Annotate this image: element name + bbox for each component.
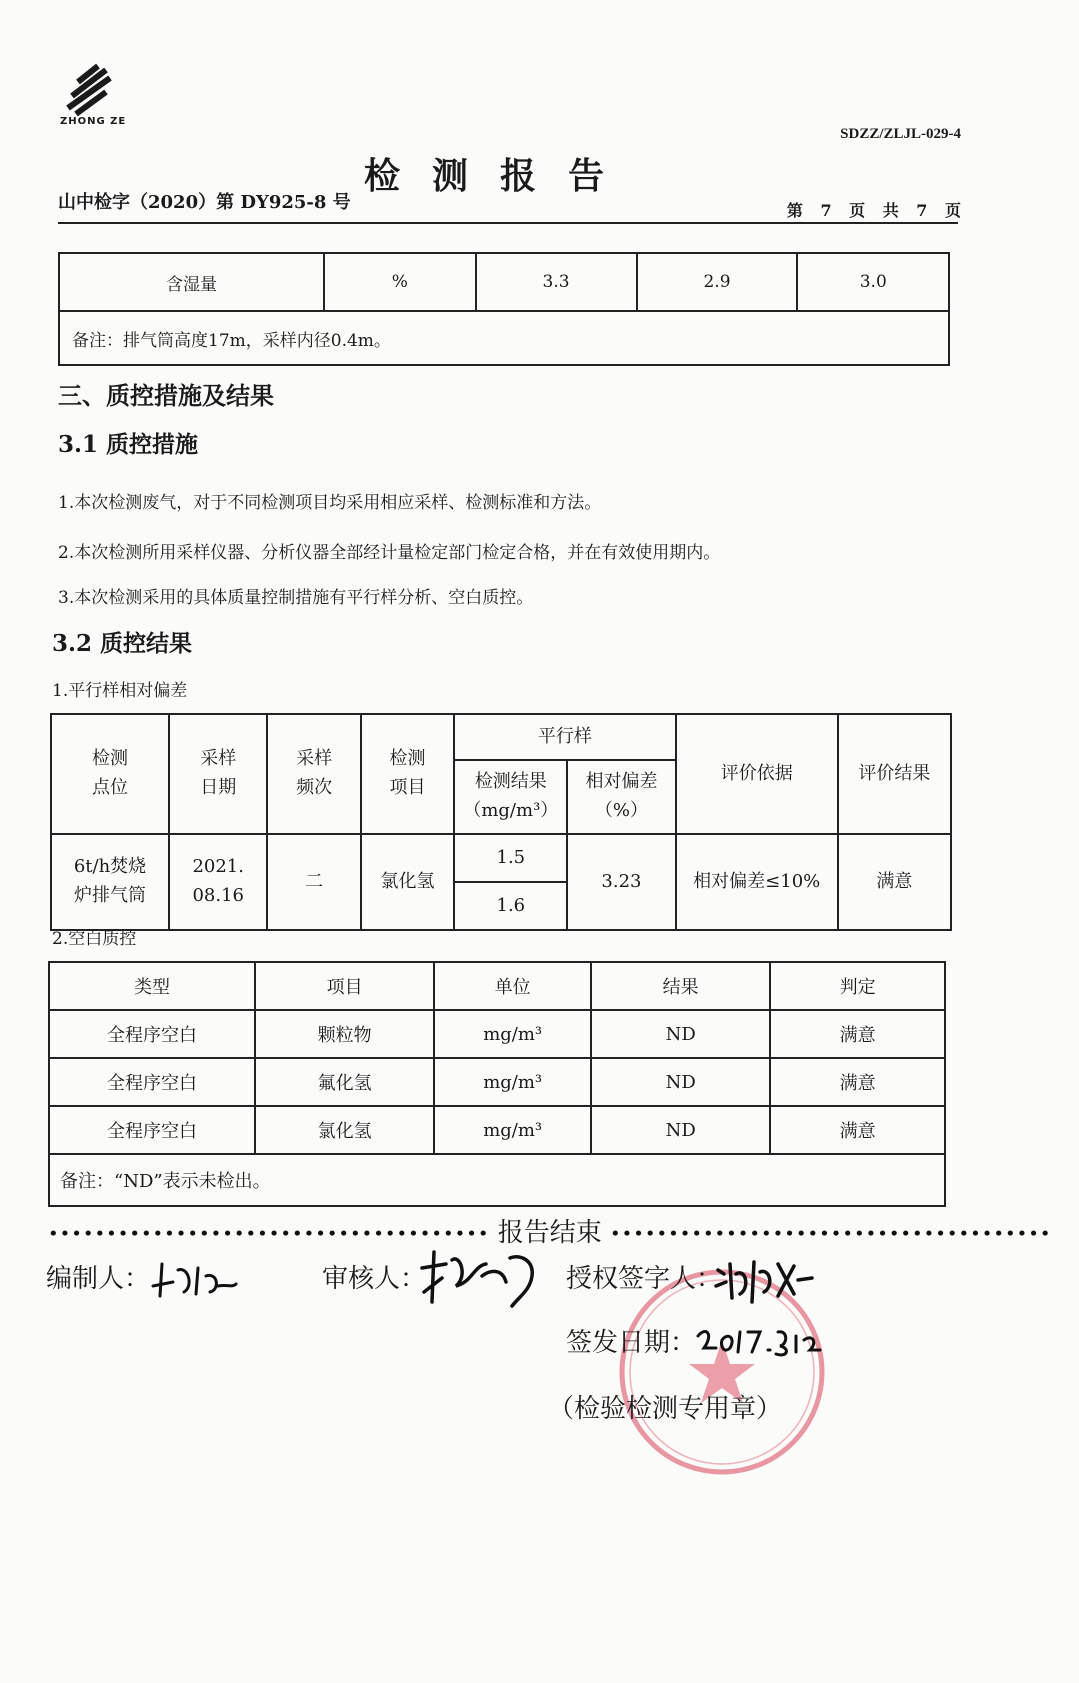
table-cell: 氯化氢 (255, 1106, 434, 1154)
table-row (49, 1058, 945, 1106)
header-cell: 项目 (255, 962, 434, 1010)
table-cell: mg/m³ (434, 1010, 591, 1058)
header-cell: 结果 (591, 962, 770, 1010)
table-cell: 全程序空白 (49, 1010, 255, 1058)
dotted-rule: •••••••••••••••••••••••••••••••••••••• (610, 1223, 1052, 1245)
header-cell: 检测结果 （mg/m³） (454, 760, 567, 834)
reviewer-label: 审核人： (322, 1264, 427, 1294)
header-cell: 检测 项目 (361, 714, 454, 834)
date-label: 签发日期： (566, 1328, 697, 1358)
header-cell: 评价结果 (838, 714, 951, 834)
date-signature-icon (694, 1322, 822, 1362)
report-end-text: 报告结束 (497, 1218, 602, 1248)
table-note: 备注：排气筒高度17m，采样内径0.4m。 (59, 311, 949, 365)
reviewer-block (322, 1258, 426, 1295)
compiler-block (46, 1258, 150, 1295)
document-code: SDZZ/ZLJL-029-4 (840, 126, 961, 142)
table-cell: 3.0 (797, 253, 949, 311)
table-cell: ND (591, 1010, 770, 1058)
table-cell: 2021. 08.16 (169, 834, 267, 930)
table-cell: 全程序空白 (49, 1106, 255, 1154)
blank-qc-table (48, 961, 946, 1207)
compiler-signature-icon (148, 1256, 238, 1302)
moisture-table (58, 252, 950, 366)
table-caption: 2.空白质控 (52, 929, 137, 949)
table-row (49, 1010, 945, 1058)
table-row (59, 253, 949, 311)
signer-block (566, 1258, 722, 1295)
qc-item: 3.本次检测采用的具体质量控制措施有平行样分析、空白质控。 (58, 588, 534, 608)
table-cell: 满意 (770, 1010, 945, 1058)
table-cell: 3.23 (567, 834, 675, 930)
table-cell: 氯化氢 (361, 834, 454, 930)
logo-text: ZHONG ZE (60, 116, 127, 127)
subsection-heading: 3.2 质控结果 (52, 630, 193, 657)
table-cell: mg/m³ (434, 1058, 591, 1106)
header-cell: 类型 (49, 962, 255, 1010)
subsection-heading: 3.1 质控措施 (58, 431, 199, 458)
table-note: 备注：“ND”表示未检出。 (49, 1154, 945, 1206)
table-cell: 2.9 (637, 253, 798, 311)
header-divider (58, 222, 958, 224)
table-cell: 满意 (838, 834, 951, 930)
reviewer-signature-icon (416, 1246, 546, 1314)
compiler-label: 编制人： (46, 1264, 151, 1294)
header-cell: 采样 频次 (267, 714, 360, 834)
table-cell: 氟化氢 (255, 1058, 434, 1106)
parallel-sample-table (50, 713, 952, 931)
table-cell: 满意 (770, 1106, 945, 1154)
signer-label: 授权签字人： (566, 1264, 723, 1294)
report-title: 检测报告 (363, 155, 636, 197)
date-block (566, 1322, 696, 1359)
header-cell: 相对偏差 （%） (567, 760, 675, 834)
qc-item: 2.本次检测所用采样仪器、分析仪器全部经计量检定部门检定合格，并在有效使用期内。 (58, 543, 721, 563)
page-number: 第 7 页 共 7 页 (786, 201, 961, 220)
dotted-rule: •••••••••••••••••••••••••••••••••••••• (48, 1223, 490, 1245)
signer-signature-icon (714, 1254, 814, 1308)
table-cell: 二 (267, 834, 360, 930)
table-cell: 满意 (770, 1058, 945, 1106)
table-caption: 1.平行样相对偏差 (52, 681, 188, 701)
table-cell: 6t/h焚烧 炉排气筒 (51, 834, 169, 930)
table-row (49, 1106, 945, 1154)
report-end-line (48, 1212, 1052, 1249)
header-cell: 采样 日期 (169, 714, 267, 834)
table-cell: ND (591, 1106, 770, 1154)
report-number: 山中检字（2020）第 DY925-8 号 (58, 192, 351, 213)
table-cell: % (324, 253, 475, 311)
stamp-note: （检验检测专用章） (548, 1394, 783, 1424)
table-cell: 全程序空白 (49, 1058, 255, 1106)
section-heading: 三、质控措施及结果 (58, 381, 274, 410)
table-cell: 相对偏差≤10% (676, 834, 838, 930)
table-cell: 颗粒物 (255, 1010, 434, 1058)
table-cell: mg/m³ (434, 1106, 591, 1154)
header-cell: 判定 (770, 962, 945, 1010)
table-cell: 含湿量 (59, 253, 324, 311)
table-cell: 3.3 (476, 253, 637, 311)
header-cell: 检测 点位 (51, 714, 169, 834)
table-cell: 1.5 (454, 834, 567, 882)
table-row (51, 834, 951, 882)
header-cell: 平行样 (454, 714, 675, 760)
header-cell: 单位 (434, 962, 591, 1010)
table-cell: ND (591, 1058, 770, 1106)
table-cell: 1.6 (454, 882, 567, 930)
header-cell: 评价依据 (676, 714, 838, 834)
qc-item: 1.本次检测废气，对于不同检测项目均采用相应采样、检测标准和方法。 (58, 493, 602, 513)
table-header-row (49, 962, 945, 1010)
